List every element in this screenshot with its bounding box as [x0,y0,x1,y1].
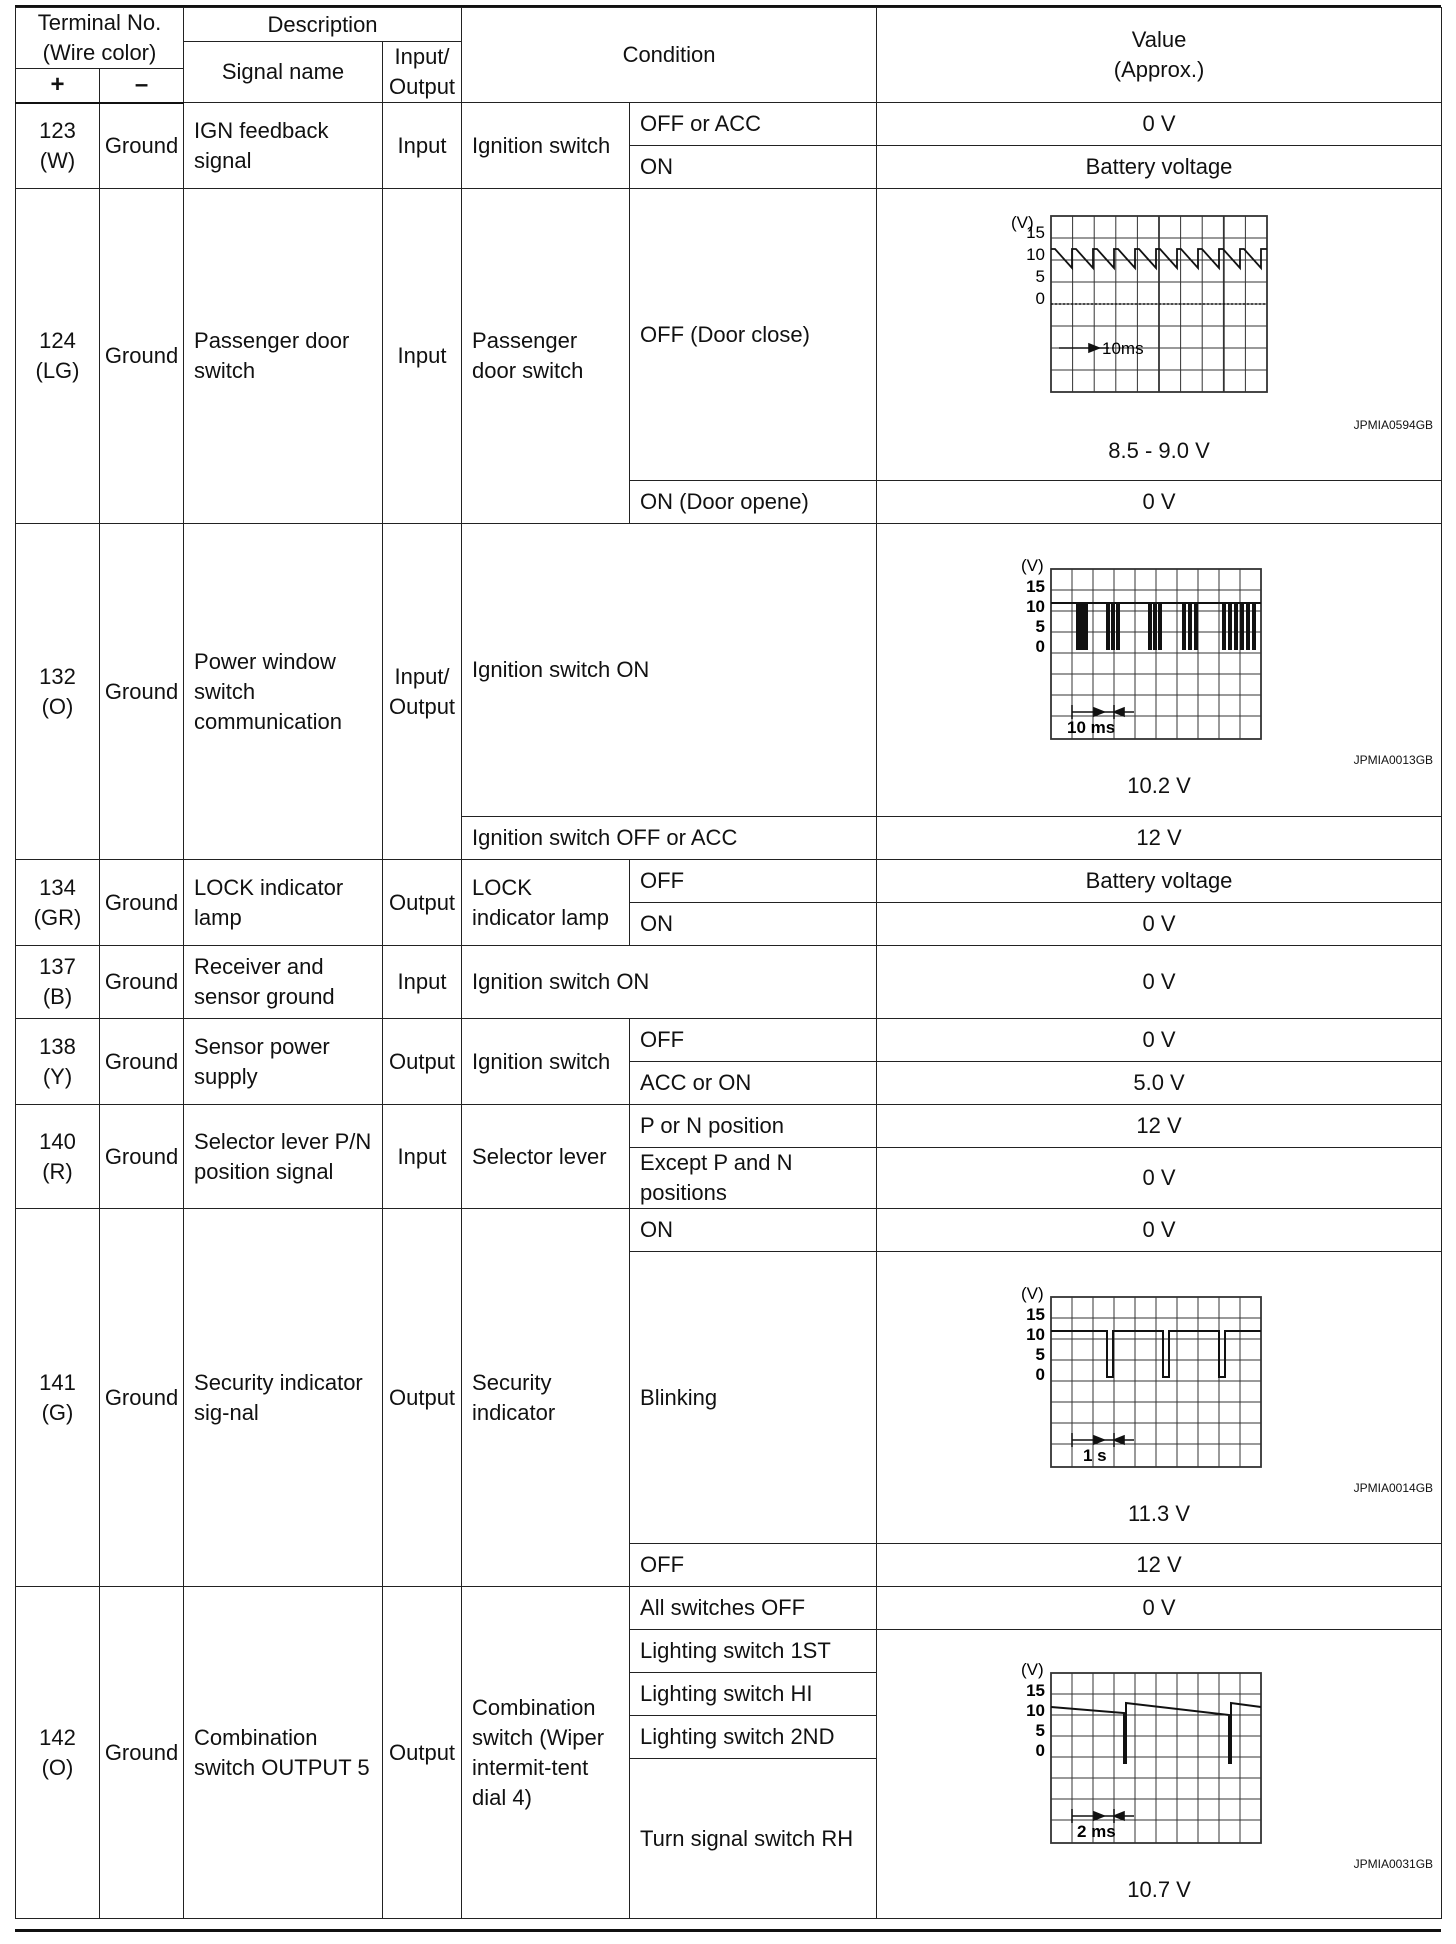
scope-tick: 5 [1035,617,1046,636]
table-row [16,189,1442,481]
time-scale-marker [1072,1433,1134,1447]
value: 0 V [877,1209,1442,1252]
minus-terminal: Ground [100,1105,184,1209]
header-input-output [383,42,462,103]
header-approx: (Approx.) [1113,57,1205,82]
table-row [16,1587,1442,1630]
value: 0 V [877,946,1442,1019]
signal-name: Sensor power supply [184,1019,383,1105]
bottom-rule [15,1929,1441,1932]
terminal-number: 142 [39,1724,76,1750]
scope-unit: (V) [1021,1283,1044,1303]
value: 0 V [877,1587,1442,1630]
scope-tick: 15 [1026,1304,1046,1324]
value: Battery voltage [877,146,1442,189]
header-value-label: Value [1131,27,1187,52]
table-row [16,1105,1442,1148]
header-terminal [16,8,184,69]
terminal-number: 124 [39,328,76,353]
io-type: Input [383,103,462,189]
scope-time-label: 10ms [1102,338,1144,358]
value-waveform-cell [877,1630,1442,1919]
scope-id: JPMIA0013GB [1353,753,1434,767]
sub-condition: OFF (Door close) [630,189,877,481]
waveform-scope-132 [979,539,1339,751]
signal-name: Power window switch communication [184,524,383,860]
minus-terminal: Ground [100,860,184,946]
sub-condition: OFF [630,1019,877,1062]
scope-tick: 5 [1035,1344,1046,1364]
sub-condition: Lighting switch 1ST [630,1630,877,1673]
terminal-number: 134 [39,874,76,900]
header-value [877,8,1442,103]
terminal-number: 141 [39,1369,76,1395]
signal-name: Passenger door switch [184,189,383,524]
value: 0 V [877,481,1442,524]
header-minus: – [100,69,184,103]
waveform-trace [1051,603,1261,649]
sub-condition: P or N position [630,1105,877,1148]
value: 8.5 - 9.0 V [1108,437,1210,463]
sub-condition: All switches OFF [630,1587,877,1630]
condition: Ignition switch OFF or ACC [462,817,877,860]
minus-terminal: Ground [100,1587,184,1919]
scope-id: JPMIA0594GB [1353,417,1434,432]
sub-condition: Turn signal switch RH [630,1759,877,1919]
sub-condition: OFF [630,1544,877,1587]
signal-name: IGN feedback signal [184,103,383,189]
value: 10.2 V [1127,773,1191,798]
io-type: Output [383,860,462,946]
wire-color: (GR) [33,904,82,930]
value-waveform-cell [877,524,1442,817]
sub-condition: Blinking [630,1252,877,1544]
terminal-number: 132 [39,663,76,689]
scope-tick: 5 [1035,266,1046,286]
io-type: Output [383,1209,462,1587]
io-type [383,524,462,860]
condition: LOCK indicator lamp [462,860,630,946]
wire-color: (Y) [42,1063,73,1089]
wire-color: (B) [42,984,73,1009]
terminal-cell [16,524,100,860]
scope-unit: (V) [1021,556,1044,575]
scope-tick: 10 [1026,597,1046,616]
sub-condition: ACC or ON [630,1062,877,1105]
header-io-2: Output [389,74,456,99]
terminal-cell [16,946,100,1019]
table-row [16,1019,1442,1062]
signal-name: Selector lever P/N position signal [184,1105,383,1209]
condition: Combination switch (Wiper intermit-tent dial 4) [462,1587,630,1919]
condition: Ignition switch ON [462,946,877,1019]
scope-grid [1051,1297,1261,1467]
terminal-number: 138 [39,1033,76,1059]
condition: Ignition switch ON [462,524,877,817]
terminal-number: 123 [39,117,76,143]
sub-condition: Lighting switch 2ND [630,1716,877,1759]
scope-tick: 10 [1026,1324,1046,1344]
signal-name: Receiver and sensor ground [184,946,383,1019]
value: 11.3 V [1128,1500,1191,1526]
minus-terminal: Ground [100,103,184,189]
header-io-1: Input/ [394,44,450,69]
scope-id: JPMIA0014GB [1353,1480,1434,1495]
value: 0 V [877,1019,1442,1062]
io-type: Input [383,1105,462,1209]
sub-condition: Lighting switch HI [630,1673,877,1716]
sub-condition: OFF or ACC [630,103,877,146]
io-type: Output [383,1019,462,1105]
terminal-table [15,7,1442,1919]
scope-unit: (V) [1011,212,1034,232]
scope-tick: 10 [1026,1701,1046,1720]
scope-tick: 5 [1035,1721,1046,1740]
value: 12 V [877,817,1442,860]
value: 0 V [877,103,1442,146]
wire-color: (W) [39,147,76,173]
io-line-1: Input/ [394,663,450,689]
minus-terminal: Ground [100,189,184,524]
minus-terminal: Ground [100,1019,184,1105]
header-row-1 [16,8,1442,42]
condition: Ignition switch [462,1019,630,1105]
value: 5.0 V [877,1062,1442,1105]
scope-tick: 15 [1026,1681,1046,1700]
waveform-scope-142 [979,1643,1339,1855]
scope-time-label: 10 ms [1067,718,1116,737]
scope-unit: (V) [1021,1660,1044,1679]
scope-tick: 0 [1035,637,1046,656]
minus-terminal: Ground [100,524,184,860]
io-type: Input [383,189,462,524]
terminal-cell [16,1587,100,1919]
io-type: Output [383,1587,462,1919]
value: 10.7 V [1127,1877,1191,1902]
header-wire-color: (Wire color) [42,40,157,65]
wire-color: (O) [41,693,74,719]
wire-color: (LG) [35,358,80,383]
value: 0 V [877,1148,1442,1209]
minus-terminal: Ground [100,946,184,1019]
scope-tick: 15 [1026,577,1046,596]
signal-name: LOCK indicator lamp [184,860,383,946]
sub-condition: ON [630,146,877,189]
sub-condition: OFF [630,860,877,903]
terminal-cell [16,1209,100,1587]
table-row [16,946,1442,1019]
header-signal-name: Signal name [184,42,383,103]
terminal-table-container [15,7,1442,1919]
sub-condition: ON (Door opene) [630,481,877,524]
scope-id: JPMIA0031GB [1353,1857,1434,1871]
wire-color: (R) [42,1158,73,1184]
signal-name: Security indicator sig-nal [184,1209,383,1587]
sub-condition: ON [630,1209,877,1252]
condition: Selector lever [462,1105,630,1209]
scope-tick: 0 [1035,288,1046,308]
table-row [16,524,1442,817]
scope-tick: 0 [1035,1364,1046,1384]
io-line-2: Output [389,693,456,719]
wire-color: (O) [41,1754,74,1780]
waveform-scope-124 [979,204,1339,416]
scope-tick: 0 [1035,1741,1046,1760]
terminal-cell [16,1019,100,1105]
scope-tick: 15 [1026,222,1046,242]
header-description: Description [184,8,462,42]
terminal-number: 140 [39,1128,76,1154]
waveform-scope-141 [979,1267,1339,1479]
table-row [16,103,1442,146]
value: 12 V [877,1105,1442,1148]
condition: Ignition switch [462,103,630,189]
table-row [16,860,1442,903]
terminal-cell [16,860,100,946]
header-terminal-no: Terminal No. [37,10,162,35]
sub-condition: Except P and N positions [630,1148,877,1209]
time-scale-marker [1072,705,1134,719]
value: 12 V [877,1544,1442,1587]
terminal-cell [16,189,100,524]
wire-color: (G) [41,1399,74,1425]
minus-terminal: Ground [100,1209,184,1587]
scope-time-label: 1 s [1083,1445,1107,1465]
condition: Passenger door switch [462,189,630,524]
table-row [16,1209,1442,1252]
terminal-number: 137 [39,954,76,979]
terminal-cell [16,1105,100,1209]
time-scale-marker [1072,1809,1134,1823]
scope-tick: 10 [1026,244,1046,264]
header-plus: + [16,69,100,103]
scope-time-label: 2 ms [1077,1822,1116,1841]
signal-name: Combination switch OUTPUT 5 [184,1587,383,1919]
value-waveform-cell [877,189,1442,481]
value: Battery voltage [877,860,1442,903]
scope-grid [1051,569,1261,739]
condition: Security indicator [462,1209,630,1587]
io-type: Input [383,946,462,1019]
terminal-cell [16,103,100,189]
value-waveform-cell [877,1252,1442,1544]
header-condition: Condition [462,8,877,103]
sub-condition: ON [630,903,877,946]
value: 0 V [877,903,1442,946]
